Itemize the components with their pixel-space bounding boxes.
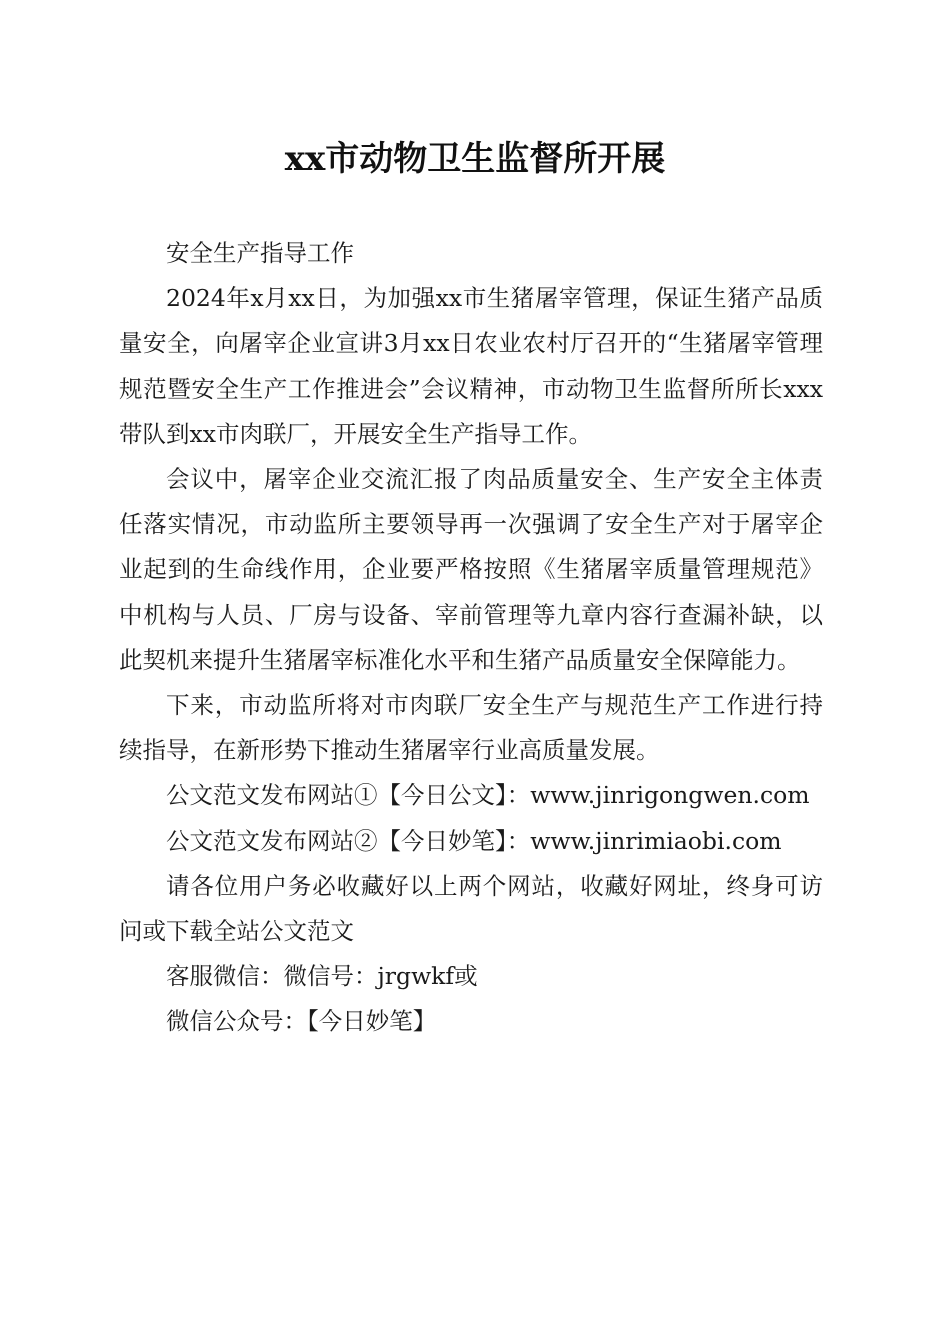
paragraph-wechat-service: 客服微信：微信号：jrgwkf或 (166, 962, 478, 991)
paragraph-site-1: 公文范文发布网站①【今日公文】：www.jinrigongwen.com (166, 781, 810, 810)
document-title: xx市动物卫生监督所开展 (284, 139, 666, 179)
paragraph-meeting: 会议中，屠宰企业交流汇报了肉品质量安全、生产安全主体责任落实情况，市动监所主要领导再一次强调了安全生产对于屠宰企业起到的生命线作用，企业要严格按照《生猪屠宰质量管理规范》中机构与人员、厂房与设备、宰前管理等九章内容行查漏补缺，以此契机来提升生猪屠宰标准化水平和生猪产品质量安全保障能力。 (119, 465, 823, 674)
paragraph-next-steps: 下来，市动监所将对市肉联厂安全生产与规范生产工作进行持续指导，在新形势下推动生猪屠宰行业高质量发展。 (119, 691, 823, 765)
paragraph-bookmark-notice: 请各位用户务必收藏好以上两个网站，收藏好网址，终身可访问或下载全站公文范文 (119, 871, 823, 946)
paragraph-subtitle: 安全生产指导工作 (166, 239, 354, 267)
paragraph-site-2: 公文范文发布网站②【今日妙笔】：www.jinrimiaobi.com (166, 826, 782, 855)
paragraph-intro: 2024年x月xx日，为加强xx市生猪屠宰管理，保证生猪产品质量安全，向屠宰企业宣讲3月xx日农业农村厅召开的“生猪屠宰管理规范暨安全生产工作推进会”会议精神，市动物卫生监督所所长xxx带队到xx市肉联厂，开展安全生产指导工作。 (119, 284, 823, 448)
document-body (119, 231, 823, 1045)
paragraph-wechat-account: 微信公众号：【今日妙笔】 (166, 1007, 437, 1036)
